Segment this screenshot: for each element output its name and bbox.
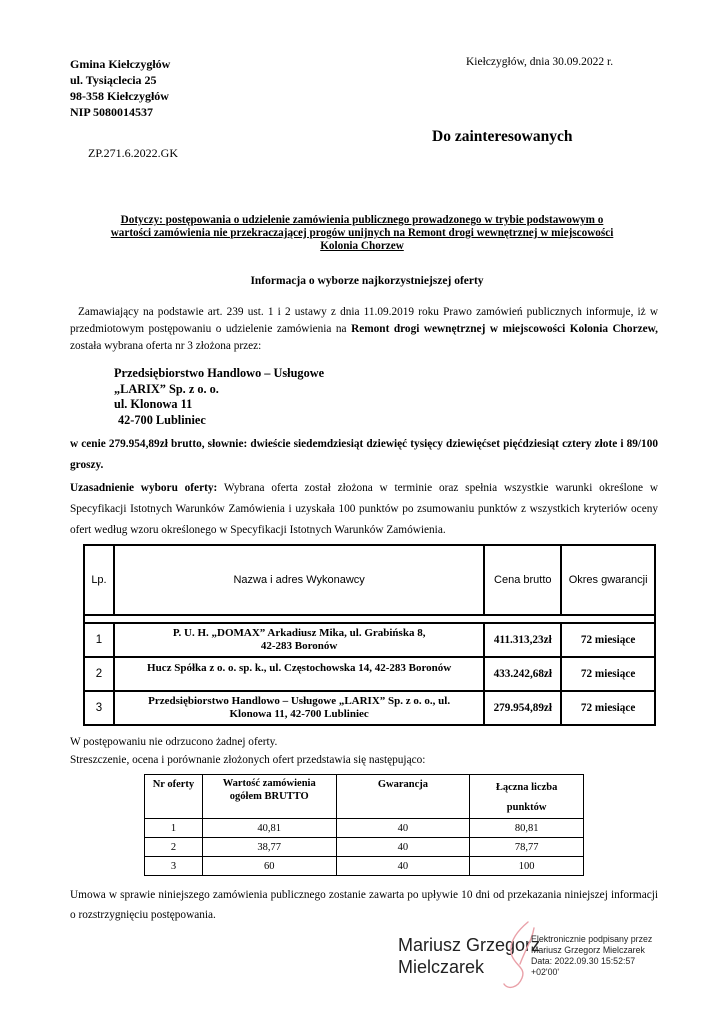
recipient: Do zainteresowanych [432, 128, 573, 145]
header-warranty: Okres gwarancji [561, 545, 655, 615]
intro-bold: Remont drogi wewnętrznej w miejscowości Kolonia Chorzew, [351, 323, 658, 335]
subject [72, 214, 652, 253]
header-total-line-2: punktów [506, 802, 547, 813]
contractor-line-1: Hucz Spółka z o. o. sp. k., ul. Częstochowska 14, 42-283 Boronów [147, 662, 452, 674]
signature-info-line-1: Elektronicznie podpisany przez [531, 934, 653, 944]
contractor-line-2: Klonowa 11, 42-700 Lubliniec [229, 708, 369, 720]
row-contractor [114, 657, 484, 691]
contractor-line-2: 42-283 Boronów [260, 640, 338, 652]
signature-info-line-3: Data: 2022.09.30 15:52:57 [531, 956, 636, 966]
offers-table [83, 544, 656, 726]
row-price: 411.313,23zł [484, 623, 561, 657]
score-total: 78,77 [470, 838, 584, 857]
sender-name: Gmina Kiełczygłów [70, 57, 171, 71]
subject-line-1: Dotyczy: postępowania o udzielenie zamówienia publicznego prowadzonego w trybie podstawowym o [120, 214, 604, 226]
score-value: 38,77 [202, 838, 336, 857]
header-total-line-1: Łączna liczba [495, 782, 558, 793]
header-price: Cena brutto [484, 545, 561, 615]
scores-table [144, 774, 584, 876]
row-warranty: 72 miesiące [561, 691, 655, 725]
place-date: Kiełczygłów, dnia 30.09.2022 r. [466, 56, 614, 68]
justification-paragraph [70, 478, 658, 541]
contractor-line-1: P. U. H. „DOMAX” Arkadiusz Mika, ul. Grabińska 8, [172, 627, 426, 639]
score-total: 100 [470, 857, 584, 876]
no-rejected-text: W postępowaniu nie odrzucono żadnej oferty. [70, 736, 278, 748]
justification-label: Uzasadnienie wyboru oferty: [70, 482, 218, 494]
winner-address [114, 366, 324, 428]
signature-name-line-2: Mielczarek [398, 957, 485, 977]
signature-info [531, 934, 652, 978]
subject-line-2: wartości zamówienia nie przekraczającej progów unijnych na Remont drogi wewnętrznej w miejscowości [110, 227, 614, 239]
winner-city: 42-700 Lubliniec [118, 412, 206, 427]
sender-city: 98-358 Kiełczygłów [70, 89, 169, 103]
row-lp: 2 [84, 657, 114, 691]
winner-name: Przedsiębiorstwo Handlowo – Usługowe [114, 366, 325, 380]
header-offer-number: Nr oferty [145, 775, 203, 819]
sender-address [70, 56, 170, 120]
signature-name-line-1: Mariusz Grzegorz [398, 935, 541, 955]
header-total [470, 775, 584, 819]
sender-street: ul. Tysiąclecia 25 [70, 73, 157, 87]
contractor-line-1: Przedsiębiorstwo Handlowo – Usługowe „LARIX” Sp. z o. o., ul. [148, 695, 451, 707]
header-warranty: Gwarancja [336, 775, 470, 819]
score-offer-number: 3 [145, 857, 203, 876]
score-offer-number: 1 [145, 819, 203, 838]
after-table-text [70, 733, 425, 769]
sender-nip: NIP 5080014537 [70, 105, 154, 119]
row-contractor [114, 623, 484, 657]
price-sentence: w cenie 279.954,89zł brutto, słownie: dwieście siedemdziesiąt dziewięć tysięcy dziewięćset pięćdziesiąt cztery złote i 89/100 groszy. [70, 438, 658, 471]
header-value-line-1: Wartość zamówienia [222, 778, 316, 789]
row-lp: 3 [84, 691, 114, 725]
table-row [84, 623, 655, 657]
table-row [145, 857, 584, 876]
score-warranty: 40 [336, 838, 470, 857]
header-value-line-2: ogółem BRUTTO [229, 791, 309, 802]
table-row [84, 657, 655, 691]
table-spacer [84, 615, 655, 623]
header-value [202, 775, 336, 819]
intro-paragraph [70, 304, 658, 355]
row-warranty: 72 miesiące [561, 623, 655, 657]
table-row [145, 838, 584, 857]
score-value: 60 [202, 857, 336, 876]
row-price: 279.954,89zł [484, 691, 561, 725]
intro-text-2: została wybrana oferta nr 3 złożona przez: [70, 340, 262, 352]
offers-table-header [84, 545, 655, 615]
reference-number: ZP.271.6.2022.GK [88, 146, 179, 160]
score-total: 80,81 [470, 819, 584, 838]
subject-line-3: Kolonia Chorzew [320, 240, 404, 252]
signature-info-line-4: +02'00' [531, 967, 560, 977]
summary-intro: Streszczenie, ocena i porównanie złożonych ofert przedstawia się następująco: [70, 754, 426, 766]
winner-company: „LARIX” Sp. z o. o. [114, 381, 219, 396]
header-lp: Lp. [84, 545, 114, 615]
row-contractor [114, 691, 484, 725]
score-warranty: 40 [336, 857, 470, 876]
row-price: 433.242,68zł [484, 657, 561, 691]
score-offer-number: 2 [145, 838, 203, 857]
row-warranty: 72 miesiące [561, 657, 655, 691]
spacer-cell [84, 615, 655, 623]
signature-info-line-2: Mariusz Grzegorz Mielczarek [531, 945, 645, 955]
table-row [145, 819, 584, 838]
header-contractor: Nazwa i adres Wykonawcy [114, 545, 484, 615]
intro-text-1: Zamawiający na podstawie art. 239 ust. 1 i 2 ustawy z dnia 11.09.2019 roku Prawo zamówień publicznych informuje, iż w przedmiotowym postępowaniu o udzielenie zamówienia na [70, 306, 658, 335]
justification-text: Wybrana oferta został złożona w terminie oraz spełnia wszystkie warunki określone w Specyfikacji Istotnych Warunków Zamówienia i uzyskała 100 punktów po zsumowaniu punktów z wszystkich kryteriów oceny ofert według wzoru określonego w Specyfikacji Istotnych Warunków Zamówienia. [70, 482, 658, 536]
row-lp: 1 [84, 623, 114, 657]
score-value: 40,81 [202, 819, 336, 838]
score-warranty: 40 [336, 819, 470, 838]
info-title: Informacja o wyborze najkorzystniejszej oferty [250, 275, 484, 287]
table-row [84, 691, 655, 725]
scores-table-header [145, 775, 584, 819]
winner-street: ul. Klonowa 11 [114, 397, 193, 411]
closing-paragraph: Umowa w sprawie niniejszego zamówienia publicznego zostanie zawarta po upływie 10 dni od przekazania niniejszej informacji o rozstrzygnięciu postępowania. [70, 889, 658, 921]
